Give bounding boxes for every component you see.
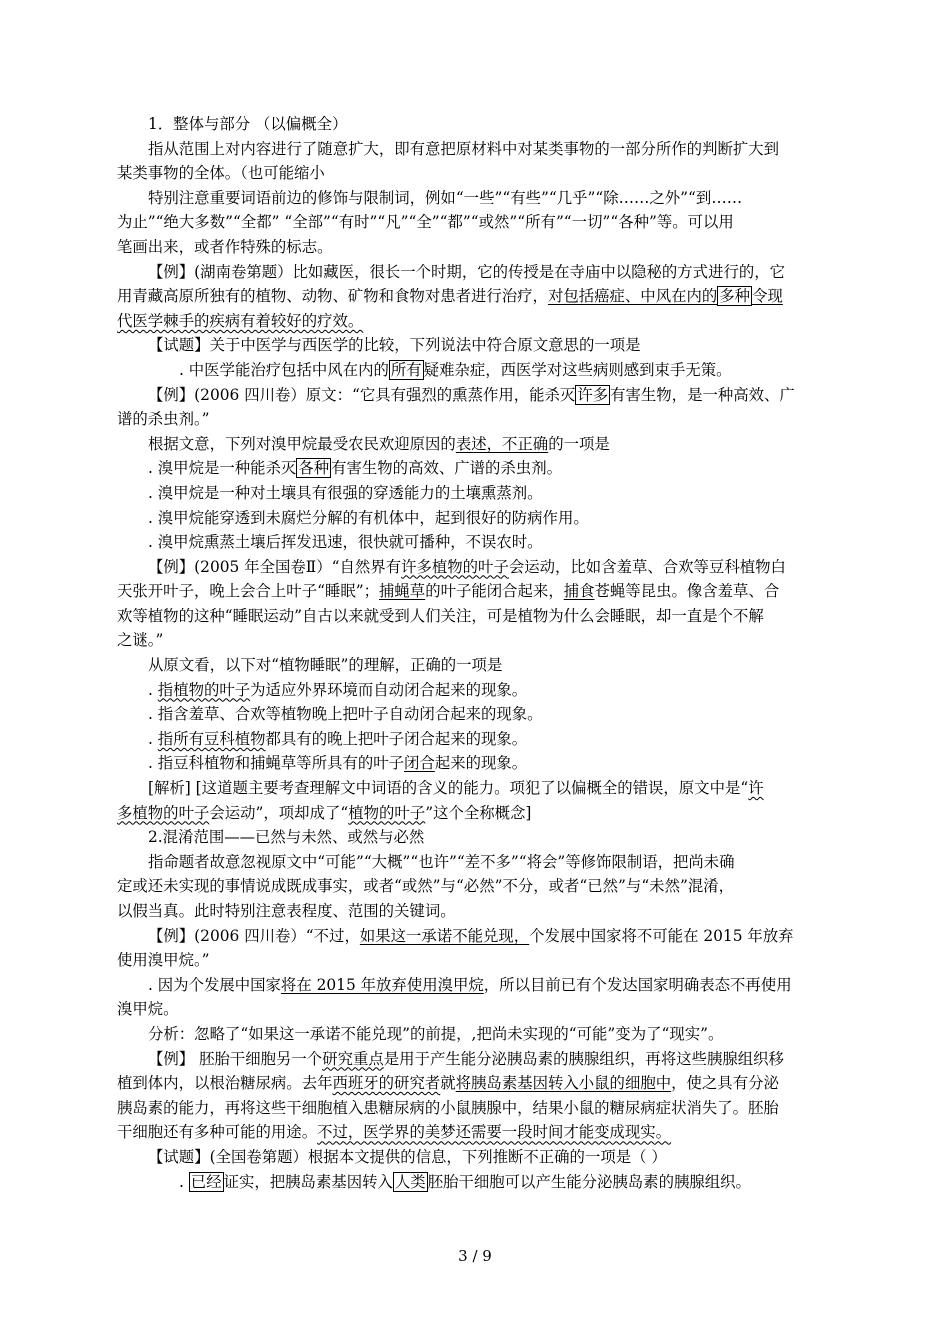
underlined-phrase: 将胰岛素基因转入小鼠的细胞中 [455,1074,672,1093]
answer-option: . 指豆科植物和捕蝇草等所具有的叶子闭合起来的现象。 [148,754,528,773]
boxed-keyword: 多种 [719,287,751,306]
answer-option: . 因为个发展中国家将在 2015 年放弃使用溴甲烷，所以目前已有个发达国家明确表态不再使用 [148,975,792,994]
paragraph: 指从范围上对内容进行了随意扩大，即有意把原材料中对某类事物的一部分所作的判断扩大到 [148,139,780,158]
answer-option: . 指植物的叶子为适应外界环境而自动闭合起来的现象。 [148,680,528,699]
paragraph: 定或还未实现的事情说成既成事实，或者“或然”与“必然”不分，或者“已然”与“未然”混淆， [117,877,735,896]
underlined-phrase: 捕蝇草 [379,582,426,601]
underlined-phrase: 闭合 [404,754,435,773]
heading-overall-and-part: 1．整体与部分 （以偏概全） [148,115,348,133]
wavy-underlined-phrase: 多植物的叶子 [117,803,210,822]
page-number: 3 / 9 [458,1247,492,1265]
answer-option: . 中医学能治疗包括中风在内的 所有 疑难杂症，西医学对这些病则感到束手无策。 [179,360,732,379]
underlined-phrase: 捕食 [563,582,595,601]
document-body [117,112,837,1194]
example-paragraph: 天张开叶子，晚上会合上叶子“睡眠”；捕蝇草的叶子能闭合起来，捕食苍蝇等昆虫。像含羞草、合 [117,582,780,601]
boxed-keyword: 人类 [394,1172,426,1191]
example-paragraph: 【例】 胚胎干细胞另一个研究重点是用于产生能分泌胰岛素的胰腺组织，再将这些胰腺组织移 [148,1049,784,1068]
example-paragraph: 【例】(2006 四川卷）原文：“它具有强烈的熏蒸作用，能杀灭 许多 有害生物，是一种高效、广 [148,385,795,404]
example-paragraph: 【例】(2006 四川卷）“不过，如果这一承诺不能兑现，个发展中国家将不可能在 2015 年放弃 [148,926,794,945]
question-paragraph: 从原文看，以下对“植物睡眠”的理解，正确的一项是 [148,656,503,675]
wavy-underlined-phrase: 许多植物的叶子 [401,557,509,576]
question-paragraph: 【试题】(全国卷第题）根据本文提供的信息，下列推断不正确的一项是（ ） [148,1147,667,1166]
paragraph: 特别注意重要词语前边的修饰与限制词，例如“一些”“有些”“几乎”“除……之外”“到…… [148,188,743,207]
wavy-underlined-phrase: 指所有豆科植物 [157,729,266,748]
answer-option: . 指含羞草、合欢等植物晚上把叶子自动闭合起来的现象。 [148,705,543,724]
example-paragraph [117,309,837,334]
answer-option: . 溴甲烷是一种能杀灭 各种 有害生物的高效、广谱的杀虫剂。 [148,459,562,478]
example-paragraph: 使用溴甲烷。” [117,951,210,970]
example-paragraph: 【例】(湖南卷第题）比如藏医，很长一个时期，它的传授是在寺庙中以隐秘的方式进行的，它 [148,262,786,281]
answer-option: . 已经 证实，把胰岛素基因转入 人类 胚胎干细胞可以产生能分泌胰岛素的胰腺组织。 [179,1172,751,1191]
underlined-phrase: 表述，不正确 [455,434,549,453]
example-paragraph: 之谜。” [117,631,164,650]
paragraph: 以假当真。此时特别注意表程度、范围的关键词。 [117,902,456,920]
paragraph: 某类事物的全体。（也可能缩小 [117,164,325,183]
answer-option: . 溴甲烷熏蒸土壤后挥发迅速，很快就可播种，不误农时。 [148,533,543,552]
paragraph: 笔画出来，或者作特殊的标志。 [117,237,333,256]
example-paragraph: 【例】(2005 年全国卷Ⅱ）“自然界有许多植物的叶子会运动，比如含羞草、合欢等豆科植物白 [148,557,786,576]
wavy-underlined-phrase: 指植物的叶子 [157,680,251,699]
wavy-underlined-phrase: 代医学棘手的疾病有着较好的疗效。 [117,311,364,330]
example-paragraph: 欢等植物的这种“睡眠运动”自古以来就受到人们关注，可是植物为什么会睡眠，却一直是个不解 [117,606,764,625]
wavy-underlined-phrase: 研究重点 [322,1049,384,1068]
boxed-keyword: 所有 [390,360,422,379]
example-paragraph: 干细胞还有多种可能的用途。不过，医学界的美梦还需要一段时间才能变成现实。 [117,1123,672,1142]
analysis-paragraph: 多植物的叶子会运动”，项却成了“植物的叶子”这个全称概念] [117,803,532,822]
boxed-keyword: 已经 [190,1172,222,1191]
answer-option: . 溴甲烷能穿透到未腐烂分解的有机体中，起到很好的防病作用。 [148,508,589,527]
question-paragraph: 根据文意，下列对溴甲烷最受农民欢迎原因的表述，不正确的一项是 [148,434,610,453]
example-paragraph: 植到体内，以根治糖尿病。去年西班牙的研究者就将胰岛素基因转入小鼠的细胞中，使之具有分泌 [117,1074,779,1093]
heading-confused-scope: 2.混淆范围——已然与未然、或然与必然 [148,828,425,847]
paragraph: 为止”“绝大多数”“全都” “全部”“有时”“凡”“全”“都”“或然”“所有”“一切”“各种”等。可以用 [117,213,734,232]
wavy-underlined-phrase: 许 [748,779,764,798]
analysis-paragraph: 分析：忽略了“如果这一承诺不能兑现”的前提，,把尚未实现的“可能”变为了“现实”。 [148,1024,724,1043]
example-paragraph: 胰岛素的能力，再将这些干细胞植入患糖尿病的小鼠胰腺中，结果小鼠的糖尿病症状消失了。胚胎 [117,1098,779,1117]
example-paragraph: 用青藏高原所独有的植物、动物、矿物和食物对患者进行治疗，对包括癌症、中风在内的 多种 令现 [117,287,783,306]
wavy-underlined-phrase: 不过，医学界的美梦还需要一段时间才能变成现实。 [317,1123,672,1142]
underlined-phrase: 对包括癌症、中风在内的 [547,287,718,306]
underlined-phrase: 如果这一承诺不能兑现， [359,926,530,945]
question-paragraph: 【试题】关于中医学与西医学的比较，下列说法中符合原文意思的一项是 [148,336,641,355]
paragraph: 指命题者故意忽视原文中“可能”“大概”“也许”“差不多”“将会”等修饰限制语，把尚未确 [148,852,735,871]
example-paragraph: 谱的杀虫剂。” [117,410,210,429]
wavy-underlined-phrase: 西班牙的研究者 [332,1074,441,1093]
answer-option: 溴甲烷。 [117,1000,179,1019]
underlined-phrase: 将在 2015 年放弃使用溴甲烷 [280,975,484,994]
boxed-keyword: 许多 [577,385,609,404]
analysis-paragraph: [解析] [这道题主要考查理解文中词语的含义的能力。项犯了以偏概全的错误，原文中是“许 [148,779,764,798]
answer-option: . 指所有豆科植物都具有的晚上把叶子闭合起来的现象。 [148,729,528,748]
underlined-phrase: 令现 [752,287,783,306]
answer-option: . 溴甲烷是一种对土壤具有很强的穿透能力的土壤熏蒸剂。 [148,483,543,502]
wavy-underlined-phrase: 植物的叶子 [348,803,426,822]
boxed-keyword: 各种 [298,459,330,478]
